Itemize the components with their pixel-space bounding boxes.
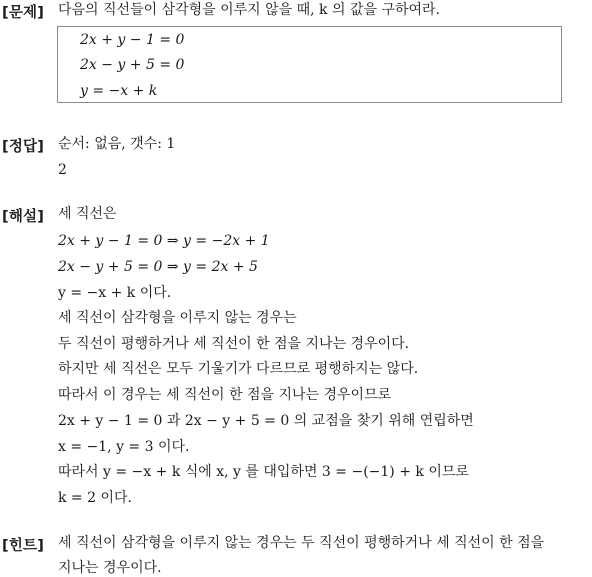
explanation-line: 두 직선이 평행하거나 세 직선이 한 점을 지나는 경우이다. [58, 336, 410, 352]
explanation-line: 2x + y − 1 = 0 과 2x − y + 5 = 0 의 교점을 찾기 위해 연립하면 [58, 413, 474, 429]
answer-value: 2 [58, 162, 67, 178]
answer-meta: 순서: 없음, 갯수: 1 [58, 136, 176, 152]
explanation-line: x = −1, y = 3 이다. [58, 439, 190, 455]
explanation-line: 2x + y − 1 = 0 ⇒ y = −2x + 1 [58, 233, 270, 249]
explanation-line: 세 직선은 [58, 206, 117, 222]
explanation-line: 따라서 이 경우는 세 직선이 한 점을 지나는 경우이므로 [58, 387, 392, 403]
equation-3: y = −x + k [80, 83, 158, 99]
explanation-line: y = −x + k 이다. [58, 285, 172, 301]
answer-label: [정답] [2, 139, 45, 155]
explanation-line: k = 2 이다. [58, 490, 132, 506]
explanation-line: 2x − y + 5 = 0 ⇒ y = 2x + 5 [58, 259, 258, 275]
hint-label: [힌트] [2, 538, 45, 554]
hint-line: 지나는 경우이다. [58, 560, 162, 576]
equation-1: 2x + y − 1 = 0 [80, 32, 185, 48]
problem-text: 다음의 직선들이 삼각형을 이루지 않을 때, k 의 값을 구하여라. [58, 2, 441, 18]
problem-label: [문제] [2, 5, 45, 21]
equation-2: 2x − y + 5 = 0 [80, 57, 185, 73]
explanation-label: [해설] [2, 209, 45, 225]
explanation-line: 따라서 y = −x + k 식에 x, y 를 대입하면 3 = −(−1) + k 이므로 [58, 464, 469, 480]
hint-line: 세 직선이 삼각형을 이루지 않는 경우는 두 직선이 평행하거나 세 직선이 한 점을 [58, 535, 545, 551]
explanation-line: 하지만 세 직선은 모두 기울기가 다르므로 평행하지는 않다. [58, 361, 419, 377]
explanation-line: 세 직선이 삼각형을 이루지 않는 경우는 [58, 310, 297, 326]
equation-box [57, 26, 562, 103]
